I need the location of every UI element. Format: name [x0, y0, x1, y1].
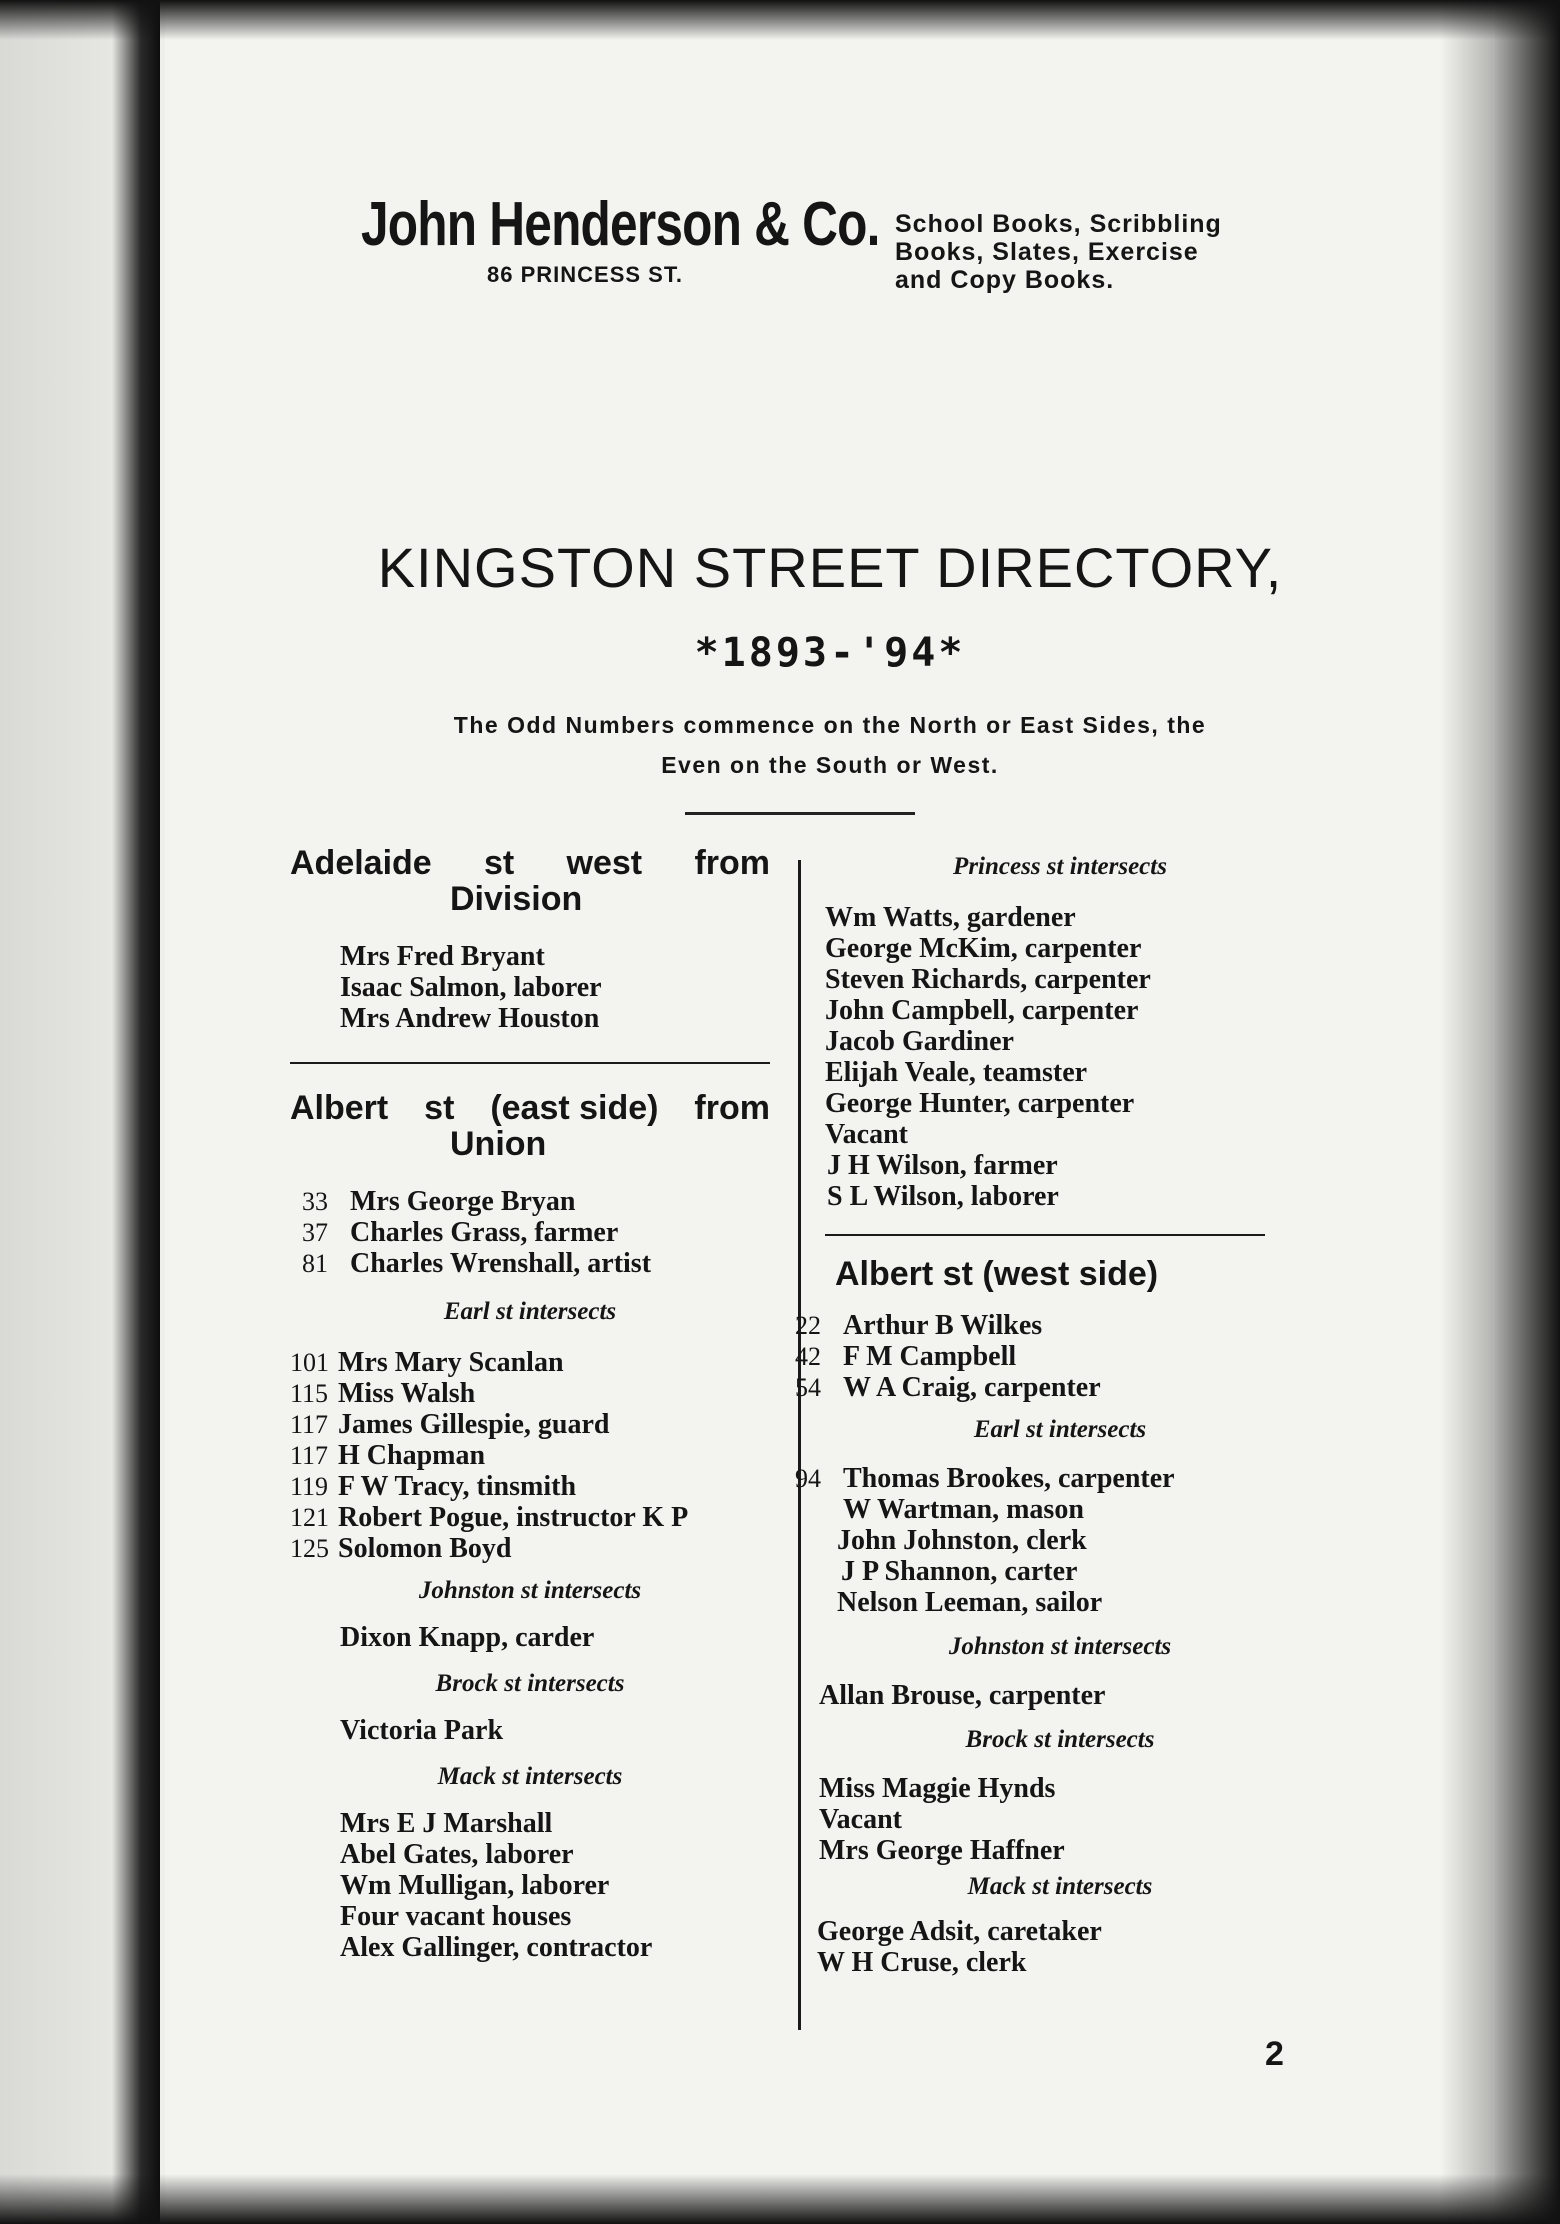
list-item: George Adsit, caretaker	[817, 1916, 1102, 1947]
list-item: 101 Mrs Mary Scanlan	[290, 1347, 564, 1378]
list-item: 22 Arthur B Wilkes	[795, 1310, 1043, 1341]
intersect-label: Earl st intersects	[443, 1298, 617, 1325]
heading-word: from	[694, 844, 770, 882]
street-heading-adelaide	[290, 845, 770, 917]
heading-line2: Division	[450, 880, 583, 918]
heading-word: Albert	[290, 1089, 389, 1127]
list-item: Abel Gates, laborer	[340, 1839, 574, 1870]
right-column	[795, 852, 1295, 1978]
albert-west-group3	[819, 1680, 1295, 1711]
company-name: John Henderson & Co.	[361, 190, 880, 259]
list-item: Dixon Knapp, carder	[340, 1622, 595, 1653]
page-title: KINGSTON STREET DIRECTORY,	[377, 536, 1283, 599]
list-item: 81 Charles Wrenshall, artist	[302, 1248, 652, 1279]
list-item: 42 F M Campbell	[795, 1341, 1017, 1372]
intersect-label: Princess st intersects	[953, 853, 1167, 880]
left-column	[290, 845, 770, 1963]
directory-year: *1893-'94*	[694, 630, 966, 676]
list-item: 117 H Chapman	[290, 1440, 486, 1471]
directory-page	[165, 0, 1495, 2224]
page-number: 2	[1265, 2035, 1284, 2073]
list-item: Alex Gallinger, contractor	[340, 1932, 653, 1963]
numbering-note	[285, 705, 1375, 785]
list-item: Four vacant houses	[340, 1901, 572, 1932]
list-item: S L Wilson, laborer	[827, 1181, 1059, 1212]
intersect-label: Johnston st intersects	[948, 1633, 1172, 1660]
list-item: John Johnston, clerk	[837, 1525, 1087, 1556]
list-item: Jacob Gardiner	[825, 1026, 1014, 1057]
street-heading-albert-west	[835, 1256, 1295, 1292]
company-address: 86 PRINCESS ST.	[487, 262, 683, 287]
scan-edge-right	[1440, 0, 1560, 2224]
list-item: Vacant	[825, 1119, 908, 1150]
list-item: 33 Mrs George Bryan	[302, 1186, 576, 1217]
tagline-line: Books, Slates, Exercise	[895, 238, 1199, 266]
list-item: Isaac Salmon, laborer	[340, 972, 602, 1003]
heading-word: st	[424, 1089, 455, 1127]
list-item: Mrs E J Marshall	[340, 1808, 553, 1839]
list-item: 121 Robert Pogue, instructor K P	[290, 1502, 689, 1533]
scan-edge-bottom	[0, 2174, 1560, 2224]
list-item: George Hunter, carpenter	[825, 1088, 1135, 1119]
albert-west-group4	[819, 1773, 1295, 1866]
heading-word: (west side)	[982, 1255, 1159, 1293]
heading-word: (east side)	[490, 1089, 659, 1127]
list-item: Allan Brouse, carpenter	[819, 1680, 1106, 1711]
list-item: J H Wilson, farmer	[827, 1150, 1058, 1181]
list-item: W Wartman, mason	[843, 1494, 1084, 1525]
list-item: 119 F W Tracy, tinsmith	[290, 1471, 577, 1502]
list-item: Vacant	[819, 1804, 902, 1835]
albert-west-group5	[817, 1916, 1295, 1978]
heading-word: from	[694, 1089, 770, 1127]
heading-word: st	[484, 844, 515, 882]
list-item: 115 Miss Walsh	[290, 1378, 476, 1409]
list-item: Elijah Veale, teamster	[825, 1057, 1088, 1088]
list-item: Wm Watts, gardener	[825, 902, 1076, 933]
intersect-label: Earl st intersects	[973, 1416, 1147, 1443]
list-item: Wm Mulligan, laborer	[340, 1870, 610, 1901]
list-item: Victoria Park	[340, 1715, 504, 1746]
list-item: George McKim, carpenter	[825, 933, 1142, 964]
albert-east-group2	[290, 1347, 770, 1564]
list-item: 125 Solomon Boyd	[290, 1533, 512, 1564]
list-item: 94 Thomas Brookes, carpenter	[795, 1463, 1175, 1494]
list-item: Nelson Leeman, sailor	[837, 1587, 1103, 1618]
intersect-label: Brock st intersects	[965, 1726, 1155, 1753]
princess-group	[825, 902, 1295, 1212]
albert-east-group5	[290, 1808, 770, 1963]
list-item: John Campbell, carpenter	[825, 995, 1139, 1026]
heading-word: Adelaide	[290, 844, 432, 882]
note-line: Even on the South or West.	[661, 752, 999, 778]
albert-east-group1	[290, 1186, 770, 1279]
intersect-label: Mack st intersects	[437, 1763, 623, 1790]
albert-west-group2	[795, 1463, 1295, 1618]
list-item: Mrs Andrew Houston	[340, 1003, 600, 1034]
tagline-line: and Copy Books.	[895, 266, 1115, 294]
list-item: Steven Richards, carpenter	[825, 964, 1151, 995]
list-item: 54 W A Craig, carpenter	[795, 1372, 1101, 1403]
albert-east-group4	[290, 1715, 770, 1746]
list-item: 37 Charles Grass, farmer	[302, 1217, 619, 1248]
intersect-label: Mack st intersects	[967, 1873, 1153, 1900]
tagline-line: School Books, Scribbling	[895, 210, 1222, 238]
albert-east-group3	[290, 1622, 770, 1653]
albert-west-group1	[795, 1310, 1295, 1403]
list-item: 117 James Gillespie, guard	[290, 1409, 610, 1440]
section-divider	[825, 1234, 1265, 1236]
adelaide-entries	[290, 941, 770, 1034]
street-heading-albert-east	[290, 1090, 770, 1162]
scan-edge-left	[0, 0, 160, 2224]
intersect-label: Johnston st intersects	[418, 1577, 642, 1604]
list-item: W H Cruse, clerk	[817, 1947, 1027, 1978]
column-divider	[798, 860, 801, 2030]
heading-word: west	[566, 844, 643, 882]
note-line: The Odd Numbers commence on the North or East Sides, the	[453, 712, 1207, 738]
intersect-label: Brock st intersects	[435, 1670, 625, 1697]
heading-word: Albert st	[835, 1255, 973, 1293]
list-item: Mrs Fred Bryant	[340, 941, 545, 972]
heading-line2: Union	[450, 1125, 547, 1163]
list-item: Mrs George Haffner	[819, 1835, 1065, 1866]
scan-edge-top	[0, 0, 1560, 40]
advertisement-tagline	[895, 210, 1335, 294]
list-item: Miss Maggie Hynds	[819, 1773, 1056, 1804]
advertisement-company	[305, 190, 880, 288]
list-item: J P Shannon, carter	[841, 1556, 1078, 1587]
title-rule	[685, 812, 915, 815]
section-divider	[290, 1062, 770, 1064]
